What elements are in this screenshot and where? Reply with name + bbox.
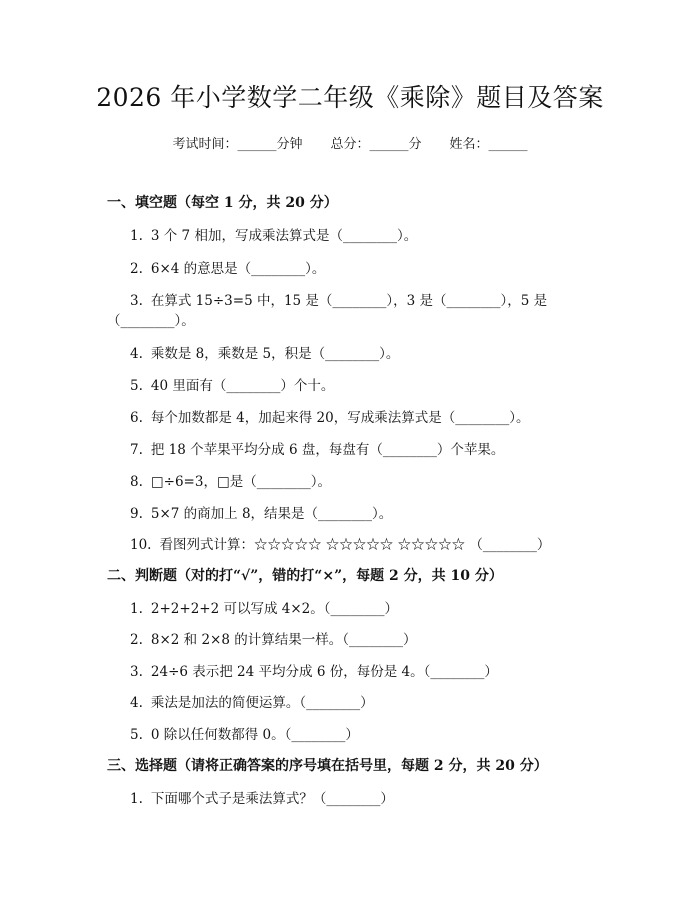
question-number: 7. <box>130 442 143 458</box>
question-text: 2+2+2+2 可以写成 4×2。（________） <box>150 601 399 617</box>
exam-time-field: 考试时间：______分钟 <box>172 137 303 152</box>
question-item <box>130 374 334 394</box>
question-item <box>130 597 398 617</box>
question-item <box>130 502 392 522</box>
question-text: 24÷6 表示把 24 平均分成 6 份，每份是 4。（________） <box>150 664 498 680</box>
question-number: 4. <box>130 695 143 711</box>
question-text: 下面哪个式子是乘法算式？（________） <box>150 791 394 807</box>
question-number: 5. <box>130 378 143 394</box>
question-item <box>130 628 417 648</box>
section-heading-multiple-choice: 三、选择题（请将正确答案的序号填在括号里，每题 2 分，共 20 分） <box>107 758 548 774</box>
question-text: 8×2 和 2×8 的计算结果一样。（________） <box>150 632 417 648</box>
question-text: 乘数是 8，乘数是 5，积是（________）。 <box>150 346 400 362</box>
question-number: 5. <box>130 727 143 743</box>
section-heading-true-false: 二、判断题（对的打“√”，错的打“×”，每题 2 分，共 10 分） <box>107 568 503 584</box>
question-number: 2. <box>130 261 143 277</box>
exam-info-line <box>0 133 700 152</box>
question-text: 0 除以任何数都得 0。（________） <box>150 727 359 743</box>
question-number: 1. <box>130 228 143 244</box>
question-text: □÷6=3，□是（________）。 <box>150 474 331 490</box>
question-number: 8. <box>130 474 143 490</box>
question-number: 3. <box>130 293 143 309</box>
question-text: 3 个 7 相加，写成乘法算式是（________）。 <box>150 228 418 244</box>
question-item <box>130 787 394 807</box>
total-score-field: 总分：______分 <box>330 137 422 152</box>
question-item <box>130 289 547 309</box>
question-number: 1. <box>130 791 143 807</box>
question-item <box>130 257 325 277</box>
question-text: 6×4 的意思是（________）。 <box>150 261 326 277</box>
question-text: 在算式 15÷3=5 中，15 是（________），3 是（________），5 是 <box>150 293 548 309</box>
question-item <box>130 723 359 743</box>
question-item <box>130 406 530 426</box>
question-item <box>130 470 331 490</box>
section-heading-fill-in: 一、填空题（每空 1 分，共 20 分） <box>107 195 338 211</box>
question-number: 1. <box>130 601 143 617</box>
question-text: 看图列式计算：☆☆☆☆☆ ☆☆☆☆☆ ☆☆☆☆☆ （________） <box>159 537 551 553</box>
question-text: 把 18 个苹果平均分成 6 盘，每盘有（________）个苹果。 <box>150 442 505 458</box>
question-number: 10. <box>130 537 152 553</box>
question-text-continued: （________）。 <box>107 313 195 329</box>
question-number: 9. <box>130 506 143 522</box>
question-item <box>130 438 504 458</box>
question-number: 4. <box>130 346 143 362</box>
question-item <box>130 224 417 244</box>
question-item <box>130 342 399 362</box>
student-name-field: 姓名：______ <box>449 137 528 152</box>
question-number: 2. <box>130 632 143 648</box>
question-text: 5×7 的商加上 8，结果是（________）。 <box>150 506 393 522</box>
question-item <box>130 691 374 711</box>
question-number: 6. <box>130 410 143 426</box>
question-number: 3. <box>130 664 143 680</box>
question-item <box>130 660 498 680</box>
page-title: 2026 年小学数学二年级《乘除》题目及答案 <box>96 83 604 112</box>
question-text: 乘法是加法的简便运算。（________） <box>150 695 374 711</box>
question-item <box>130 533 550 553</box>
question-text: 40 里面有（________）个十。 <box>150 378 335 394</box>
question-text: 每个加数都是 4，加起来得 20，写成乘法算式是（________）。 <box>150 410 530 426</box>
